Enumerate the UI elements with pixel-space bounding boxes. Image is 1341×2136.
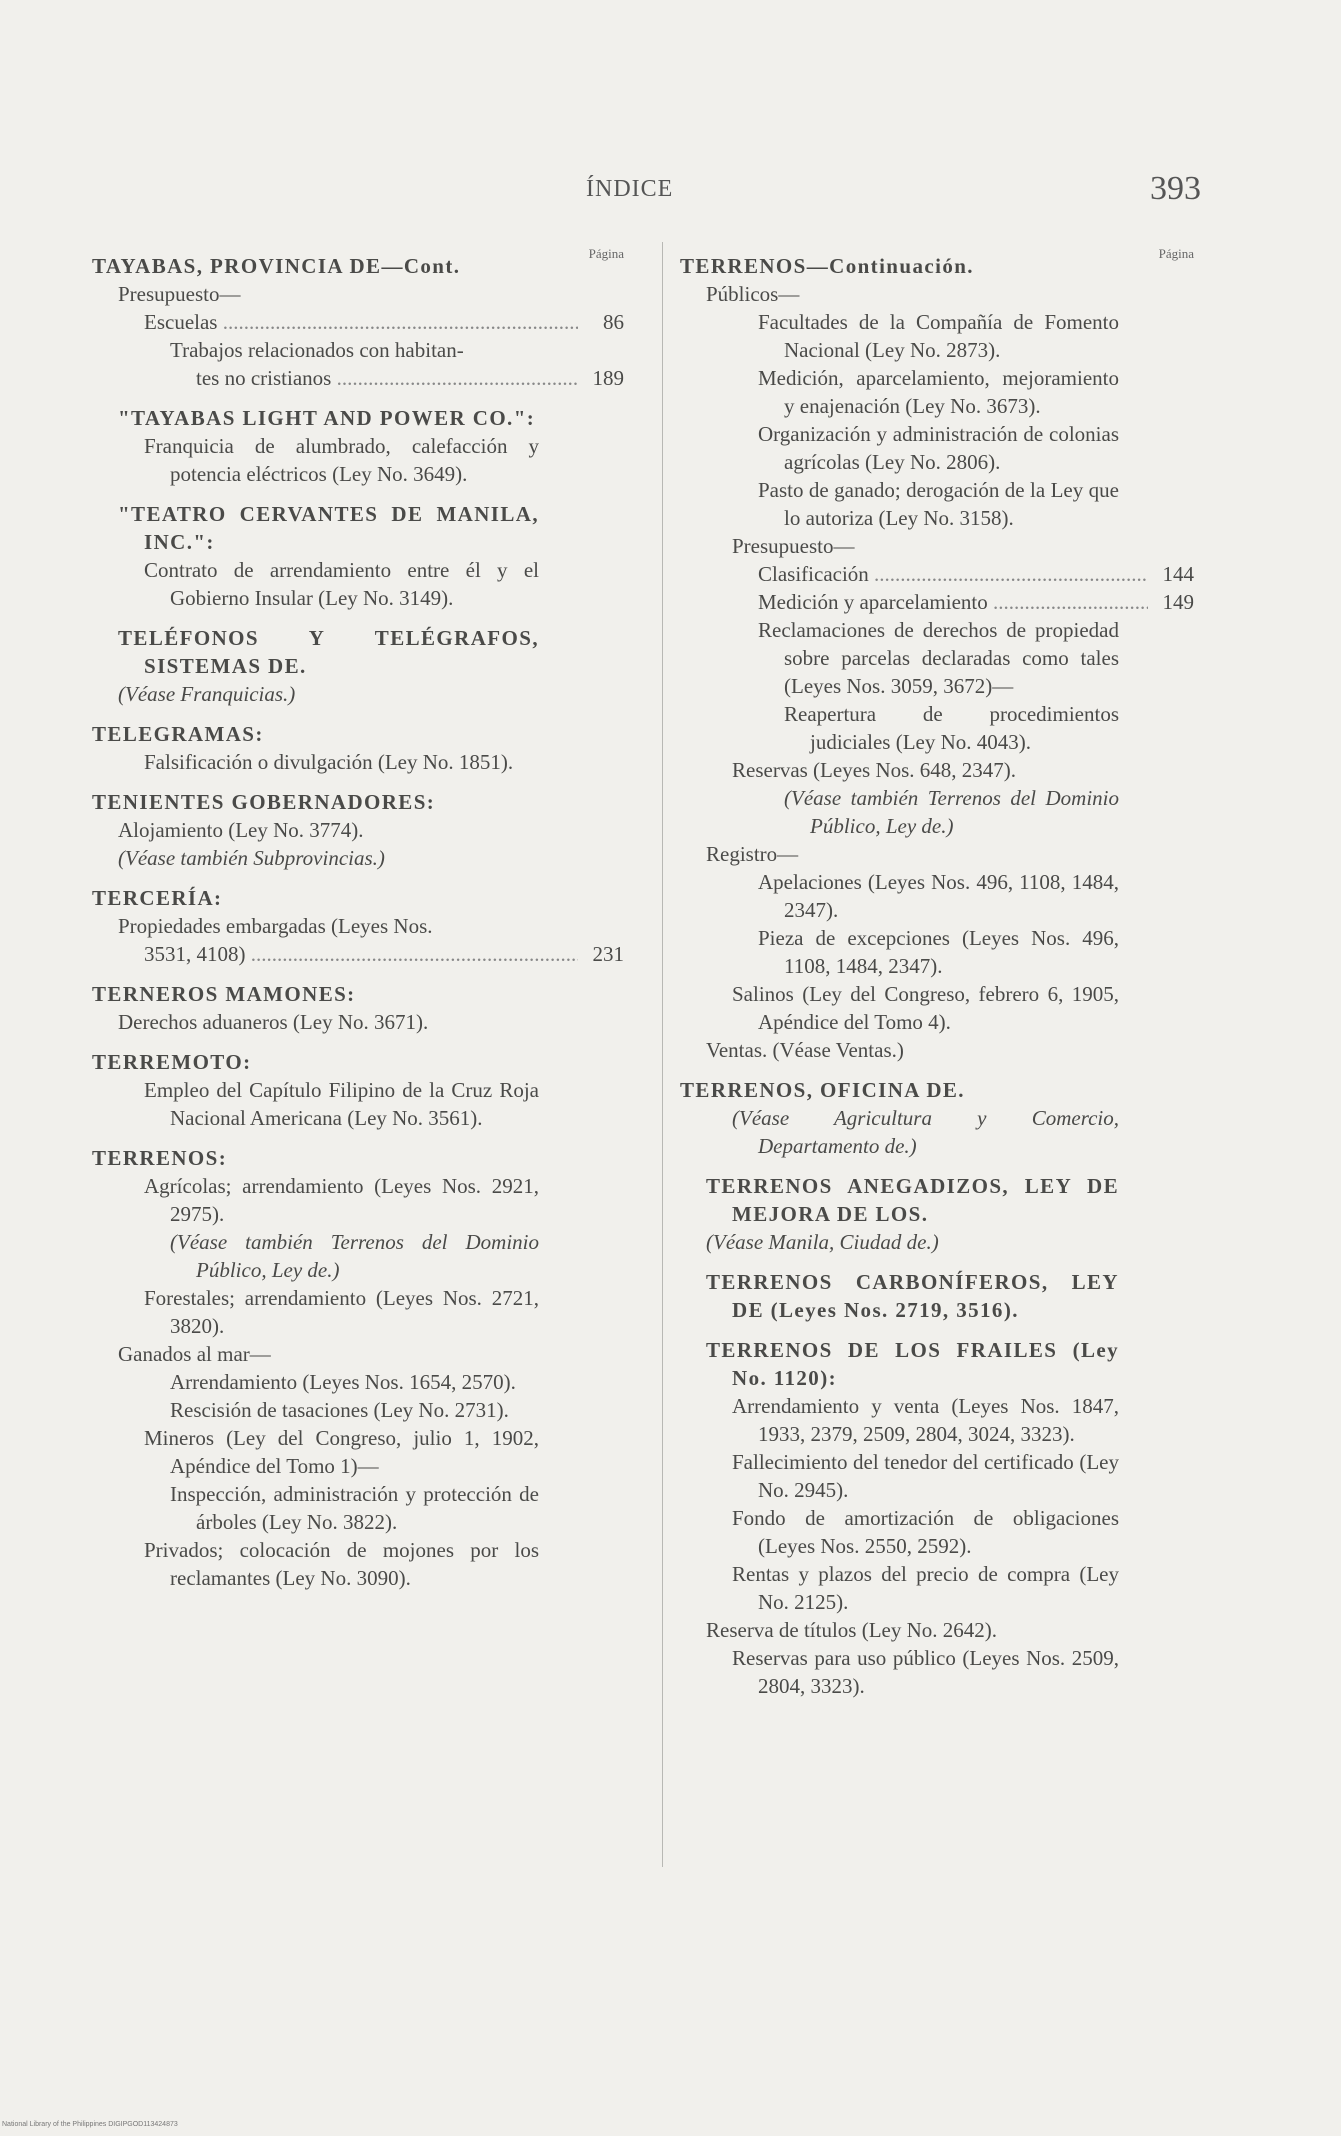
index-heading: TELEGRAMAS: <box>92 722 264 746</box>
index-entry <box>92 308 624 336</box>
running-title: ÍNDICE <box>586 176 674 202</box>
index-entry: Forestales; arrendamiento (Leyes Nos. 2721, 3820). <box>144 1286 539 1338</box>
index-heading: TERCERÍA: <box>92 886 223 910</box>
index-heading: TERRENOS CARBONÍFEROS, LEY DE (Leyes Nos. 2719, 3516). <box>706 1270 1119 1322</box>
left-column-entries <box>92 252 624 1592</box>
index-entry: (Véase Manila, Ciudad de.) <box>706 1230 939 1254</box>
column-divider <box>662 242 663 1867</box>
right-column <box>680 240 1194 1700</box>
index-heading: TERRENOS—Continuación. <box>680 254 974 278</box>
index-entry: Apelaciones (Leyes Nos. 496, 1108, 1484, 2347). <box>758 870 1119 922</box>
index-entry: Facultades de la Compañía de Fomento Nacional (Ley No. 2873). <box>758 310 1119 362</box>
index-heading: TERRENOS DE LOS FRAILES (Ley No. 1120): <box>706 1338 1119 1390</box>
right-column-entries <box>680 252 1194 1700</box>
entry-page-number: 189 <box>592 366 624 390</box>
index-entry: Ventas. (Véase Ventas.) <box>706 1038 904 1062</box>
entry-text: tes no cristianos ..... <box>196 364 578 392</box>
index-entry <box>92 940 624 968</box>
index-entry: Rentas y plazos del precio de compra (Ley No. 2125). <box>732 1562 1119 1614</box>
index-entry: (Véase también Terrenos del Dominio Público, Ley de.) <box>170 1230 539 1282</box>
index-entry: (Véase Agricultura y Comercio, Departamento de.) <box>732 1106 1119 1158</box>
pagina-label-right: Página <box>1158 246 1194 261</box>
index-entry: Reclamaciones de derechos de propiedad sobre parcelas declaradas como tales (Leyes Nos. 3059, 3672)— <box>758 618 1119 698</box>
entry-text: 3531, 4108) ..... <box>144 940 578 968</box>
index-entry: Arrendamiento y venta (Leyes Nos. 1847, 1933, 2379, 2509, 2804, 3024, 3323). <box>732 1394 1119 1446</box>
index-entry: (Véase también Terrenos del Dominio Público, Ley de.) <box>784 786 1119 838</box>
footer-note: National Library of the Philippines DIGIPGOD113424873 <box>2 2121 178 2128</box>
index-entry: Propiedades embargadas (Leyes Nos. <box>118 914 433 938</box>
index-entry: (Véase Franquicias.) <box>118 682 296 706</box>
index-entry <box>680 588 1194 616</box>
index-entry: Franquicia de alumbrado, calefacción y potencia eléctricos (Ley No. 3649). <box>144 434 539 486</box>
entry-page-number: 231 <box>592 942 624 966</box>
index-entry: Ganados al mar— <box>118 1342 271 1366</box>
index-heading: "TAYABAS LIGHT AND POWER CO.": <box>118 406 536 430</box>
left-column <box>92 240 624 1592</box>
index-entry: Privados; colocación de mojones por los reclamantes (Ley No. 3090). <box>144 1538 539 1590</box>
index-entry: Inspección, administración y protección de árboles (Ley No. 3822). <box>170 1482 539 1534</box>
index-heading: TERNEROS MAMONES: <box>92 982 356 1006</box>
index-heading: TERRENOS ANEGADIZOS, LEY DE MEJORA DE LOS. <box>706 1174 1119 1226</box>
index-heading: "TEATRO CERVANTES DE MANILA, INC.": <box>118 502 539 554</box>
index-heading: TERREMOTO: <box>92 1050 252 1074</box>
index-entry: Reserva de títulos (Ley No. 2642). <box>706 1618 998 1642</box>
page-header <box>0 170 1341 216</box>
index-entry: Mineros (Ley del Congreso, julio 1, 1902, Apéndice del Tomo 1)— <box>144 1426 539 1478</box>
index-entry: (Véase también Subprovincias.) <box>118 846 385 870</box>
index-entry: Organización y administración de colonias agrícolas (Ley No. 2806). <box>758 422 1119 474</box>
index-entry: Falsificación o divulgación (Ley No. 1851). <box>144 750 514 774</box>
index-entry <box>680 560 1194 588</box>
index-entry: Públicos— <box>706 282 800 306</box>
entry-text: Escuelas ..... <box>144 308 578 336</box>
index-entry: Contrato de arrendamiento entre él y el Gobierno Insular (Ley No. 3149). <box>144 558 539 610</box>
index-entry: Pieza de excepciones (Leyes Nos. 496, 1108, 1484, 2347). <box>758 926 1119 978</box>
entry-page-number: 144 <box>1162 562 1194 586</box>
index-heading: TERRENOS, OFICINA DE. <box>680 1078 965 1102</box>
index-entry: Registro— <box>706 842 799 866</box>
index-entry: Pasto de ganado; derogación de la Ley que lo autoriza (Ley No. 3158). <box>758 478 1119 530</box>
index-entry: Presupuesto— <box>118 282 241 306</box>
entry-text: Medición y aparcelamiento ..... <box>758 588 1148 616</box>
index-heading: TAYABAS, PROVINCIA DE—Cont. <box>92 254 461 278</box>
index-entry: Reservas (Leyes Nos. 648, 2347). <box>732 758 1017 782</box>
page-number: 393 <box>1150 170 1201 207</box>
index-entry: Rescisión de tasaciones (Ley No. 2731). <box>170 1398 509 1422</box>
index-entry: Agrícolas; arrendamiento (Leyes Nos. 2921, 2975). <box>144 1174 539 1226</box>
index-entry: Trabajos relacionados con habitan- <box>170 338 464 362</box>
entry-page-number: 86 <box>603 310 624 334</box>
index-entry: Reapertura de procedimientos judiciales (Ley No. 4043). <box>784 702 1119 754</box>
index-entry: Salinos (Ley del Congreso, febrero 6, 1905, Apéndice del Tomo 4). <box>732 982 1119 1034</box>
index-entry: Presupuesto— <box>732 534 855 558</box>
index-entry: Medición, aparcelamiento, mejoramiento y enajenación (Ley No. 3673). <box>758 366 1119 418</box>
index-entry: Alojamiento (Ley No. 3774). <box>118 818 364 842</box>
index-entry: Fondo de amortización de obligaciones (Leyes Nos. 2550, 2592). <box>732 1506 1119 1558</box>
entry-page-number: 149 <box>1162 590 1194 614</box>
pagina-label-left: Página <box>588 246 624 261</box>
index-entry: Derechos aduaneros (Ley No. 3671). <box>118 1010 429 1034</box>
index-heading: TELÉFONOS Y TELÉGRAFOS, SISTEMAS DE. <box>118 626 539 678</box>
index-entry: Arrendamiento (Leyes Nos. 1654, 2570). <box>170 1370 516 1394</box>
index-entry: Reservas para uso público (Leyes Nos. 2509, 2804, 3323). <box>732 1646 1119 1698</box>
index-entry: Fallecimiento del tenedor del certificado (Ley No. 2945). <box>732 1450 1119 1502</box>
index-heading: TERRENOS: <box>92 1146 228 1170</box>
index-entry <box>92 364 624 392</box>
index-entry: Empleo del Capítulo Filipino de la Cruz Roja Nacional Americana (Ley No. 3561). <box>144 1078 539 1130</box>
entry-text: Clasificación ..... <box>758 560 1148 588</box>
index-heading: TENIENTES GOBERNADORES: <box>92 790 436 814</box>
